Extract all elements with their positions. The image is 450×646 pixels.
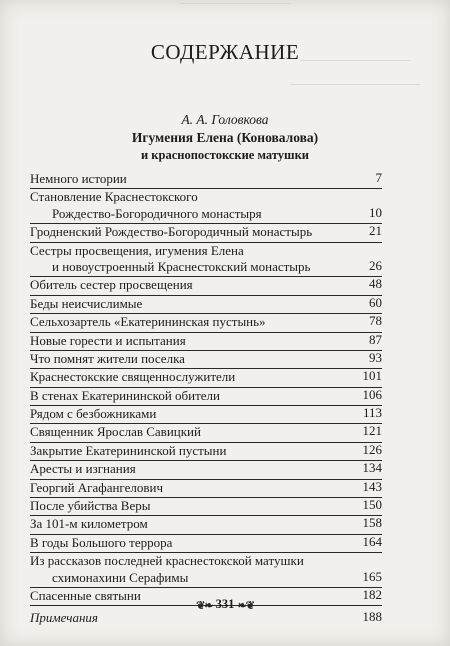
toc-entry [30,296,382,314]
toc-entry [30,369,382,387]
toc-entry-title: схимонахини Серафимы [52,569,189,585]
toc-entry-page: 7 [375,169,382,185]
toc-entry [30,406,382,424]
toc-entry-page: 21 [369,223,382,239]
toc-entry [30,277,382,295]
toc-entry-title: Из рассказов последней краснестокской матушки [30,553,304,569]
toc-entry-title: Примечания [30,610,98,626]
toc-entry-title: Обитель сестер просвещения [30,277,193,293]
toc-entry [30,610,382,627]
toc-entry-page: 121 [362,423,382,439]
toc-entry-page: 48 [369,276,382,292]
toc-entry [30,553,382,588]
toc-entry-page: 26 [369,257,382,273]
toc-entry [30,189,382,224]
toc-entry-page: 134 [362,460,382,476]
toc-entry [30,424,382,442]
toc-entry [30,516,382,534]
toc-entry-title: Рождество-Богородичного монастыря [52,205,262,221]
ornament-left-icon: ❦❧ [196,599,213,612]
toc-entry-page: 10 [369,204,382,220]
toc-entry-page: 113 [362,405,382,421]
toc-entry-title: Аресты и изгнания [30,461,136,477]
toc-entry [30,480,382,498]
toc-entry-title: Новые горести и испытания [30,332,186,348]
toc-entry [30,461,382,479]
toc-entry-title: За 101-м километром [30,516,148,532]
toc-entry-title: Гродненский Рождество-Богородичный монастырь [30,224,313,240]
toc-entry-page: 126 [362,441,382,457]
toc-entry-title: Рядом с безбожниками [30,406,157,422]
bleed-through-line [290,84,420,85]
page-number: 331 [215,597,235,611]
toc-entry-page: 93 [369,349,382,365]
page-footer [0,597,450,612]
toc-entry-title: Сельхозартель «Екатерининская пустынь» [30,314,266,330]
toc-entry-title: В годы Большого террора [30,534,173,550]
toc-entry-page: 101 [362,368,382,384]
section-title: Игумения Елена (Коновалова) [131,130,319,145]
toc-entry-page: 143 [362,478,382,494]
table-of-contents [30,171,382,628]
toc-entry-title: Сестры просвещения, игумения Елена [30,242,244,258]
ornament-right-icon: ❧❦ [237,599,254,612]
toc-entry-page: 188 [362,609,382,625]
toc-entry-title: Священник Ярослав Савицкий [30,424,201,440]
toc-entry [30,443,382,461]
toc-entry-page: 158 [362,515,382,531]
section-subtitle: и краснопостокские матушки [140,148,309,162]
toc-entry [30,388,382,406]
toc-entry-page: 165 [362,568,382,584]
toc-entry-page: 78 [369,313,382,329]
toc-entry-title: Спасенные святыни [30,587,141,603]
toc-entry-title: В стенах Екатерининской обители [30,387,220,403]
toc-entry [30,498,382,516]
toc-entry-title: и новоустроенный Краснестокский монастырь [52,258,311,274]
toc-entry [30,333,382,351]
toc-entry-page: 87 [369,331,382,347]
toc-entry-title: После убийства Веры [30,498,151,514]
toc-entry [30,535,382,553]
toc-entry-page: 164 [362,533,382,549]
toc-entry-title: Георгий Агафангелович [30,479,163,495]
bleed-through-header [180,3,290,12]
toc-entry-page: 182 [362,586,382,602]
page-title: СОДЕРЖАНИЕ [150,40,300,64]
toc-entry [30,243,382,278]
toc-entry-title: Беды неисчислимые [30,295,143,311]
toc-entry-title: Что помнят жители поселка [30,350,185,366]
toc-entry-page: 60 [369,294,382,310]
toc-entry-title: Краснестокские священнослужители [30,369,236,385]
toc-entry-title: Немного истории [30,171,127,186]
toc-entry [30,351,382,369]
toc-entry-title: Закрытие Екатерининской пустыни [30,442,227,458]
toc-entry-page: 150 [362,497,382,513]
toc-entry-title: Становление Краснестокского [30,189,198,205]
toc-entry [30,314,382,332]
author-name: А. А. Головкова [181,112,269,127]
toc-entry-page: 106 [362,386,382,402]
toc-entry [30,171,382,189]
toc-entry [30,224,382,242]
